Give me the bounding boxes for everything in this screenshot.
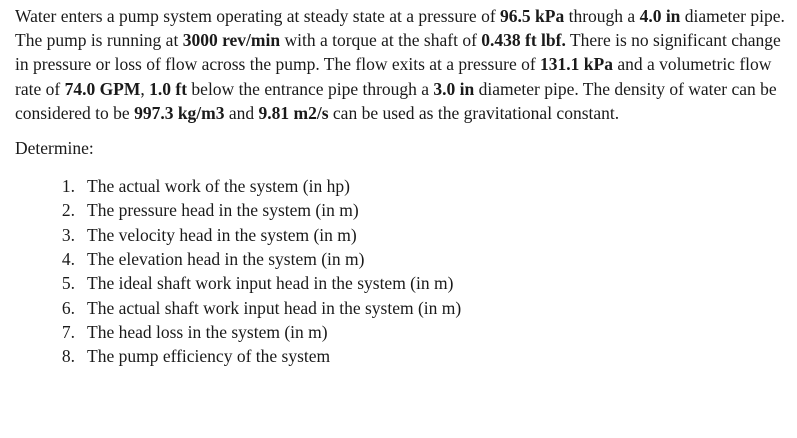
outlet-pressure-value: 131.1 kPa [540, 54, 613, 75]
list-item [15, 271, 787, 295]
problem-text: with a torque at the shaft of [280, 30, 482, 51]
question-list [15, 174, 787, 368]
problem-text: Water enters a pump system operating at steady state at a pressure of [15, 6, 501, 26]
problem-text: diameter pipe. The density of water can be considered to be [15, 78, 777, 123]
shaft-torque-value: 0.438 ft lbf. [481, 30, 566, 51]
item-number: 8. [61, 346, 75, 367]
list-item [15, 247, 787, 271]
problem-text: There is no significant change in pressure or loss of flow across the pump. The flow exits at a pressure of [15, 30, 781, 75]
item-text: The pump efficiency of the system [87, 346, 331, 367]
problem-text: can be used as the gravitational constant. [328, 102, 620, 123]
problem-text: and [224, 102, 259, 123]
item-text: The elevation head in the system (in m) [87, 248, 365, 269]
list-item [15, 320, 787, 344]
item-text: The ideal shaft work input head in the system (in m) [87, 273, 454, 294]
item-number: 3. [61, 224, 75, 245]
water-density-value: 997.3 kg/m3 [134, 102, 225, 123]
item-text: The pressure head in the system (in m) [87, 200, 359, 221]
problem-text: , [140, 78, 150, 99]
item-number: 1. [61, 176, 75, 197]
outlet-diameter-value: 3.0 in [433, 78, 475, 99]
item-text: The velocity head in the system (in m) [87, 224, 357, 245]
item-number: 4. [61, 248, 75, 269]
elevation-value: 1.0 ft [149, 78, 188, 99]
item-number: 2. [61, 200, 75, 221]
inlet-diameter-value: 4.0 in [639, 6, 681, 26]
list-item [15, 198, 787, 222]
item-number: 7. [61, 321, 75, 342]
inlet-pressure-value: 96.5 kPa [500, 6, 565, 26]
pump-speed-value: 3000 rev/min [182, 30, 281, 51]
list-item [15, 296, 787, 320]
list-item [15, 174, 787, 198]
problem-statement [15, 4, 787, 125]
problem-text: diameter pipe. The pump is running at [15, 6, 785, 51]
item-text: The actual work of the system (in hp) [87, 176, 350, 197]
problem-text: through a [564, 6, 640, 26]
problem-text: and a volumetric flow rate of [15, 54, 772, 99]
list-item [15, 223, 787, 247]
item-text: The actual shaft work input head in the system (in m) [87, 297, 462, 318]
gravity-value: 9.81 m2/s [258, 102, 329, 123]
list-item [15, 344, 787, 368]
item-number: 6. [61, 297, 75, 318]
flow-rate-value: 74.0 GPM [64, 78, 141, 99]
item-number: 5. [61, 273, 75, 294]
determine-label: Determine: [15, 138, 94, 159]
problem-text: below the entrance pipe through a [187, 78, 434, 99]
item-text: The head loss in the system (in m) [87, 321, 328, 342]
